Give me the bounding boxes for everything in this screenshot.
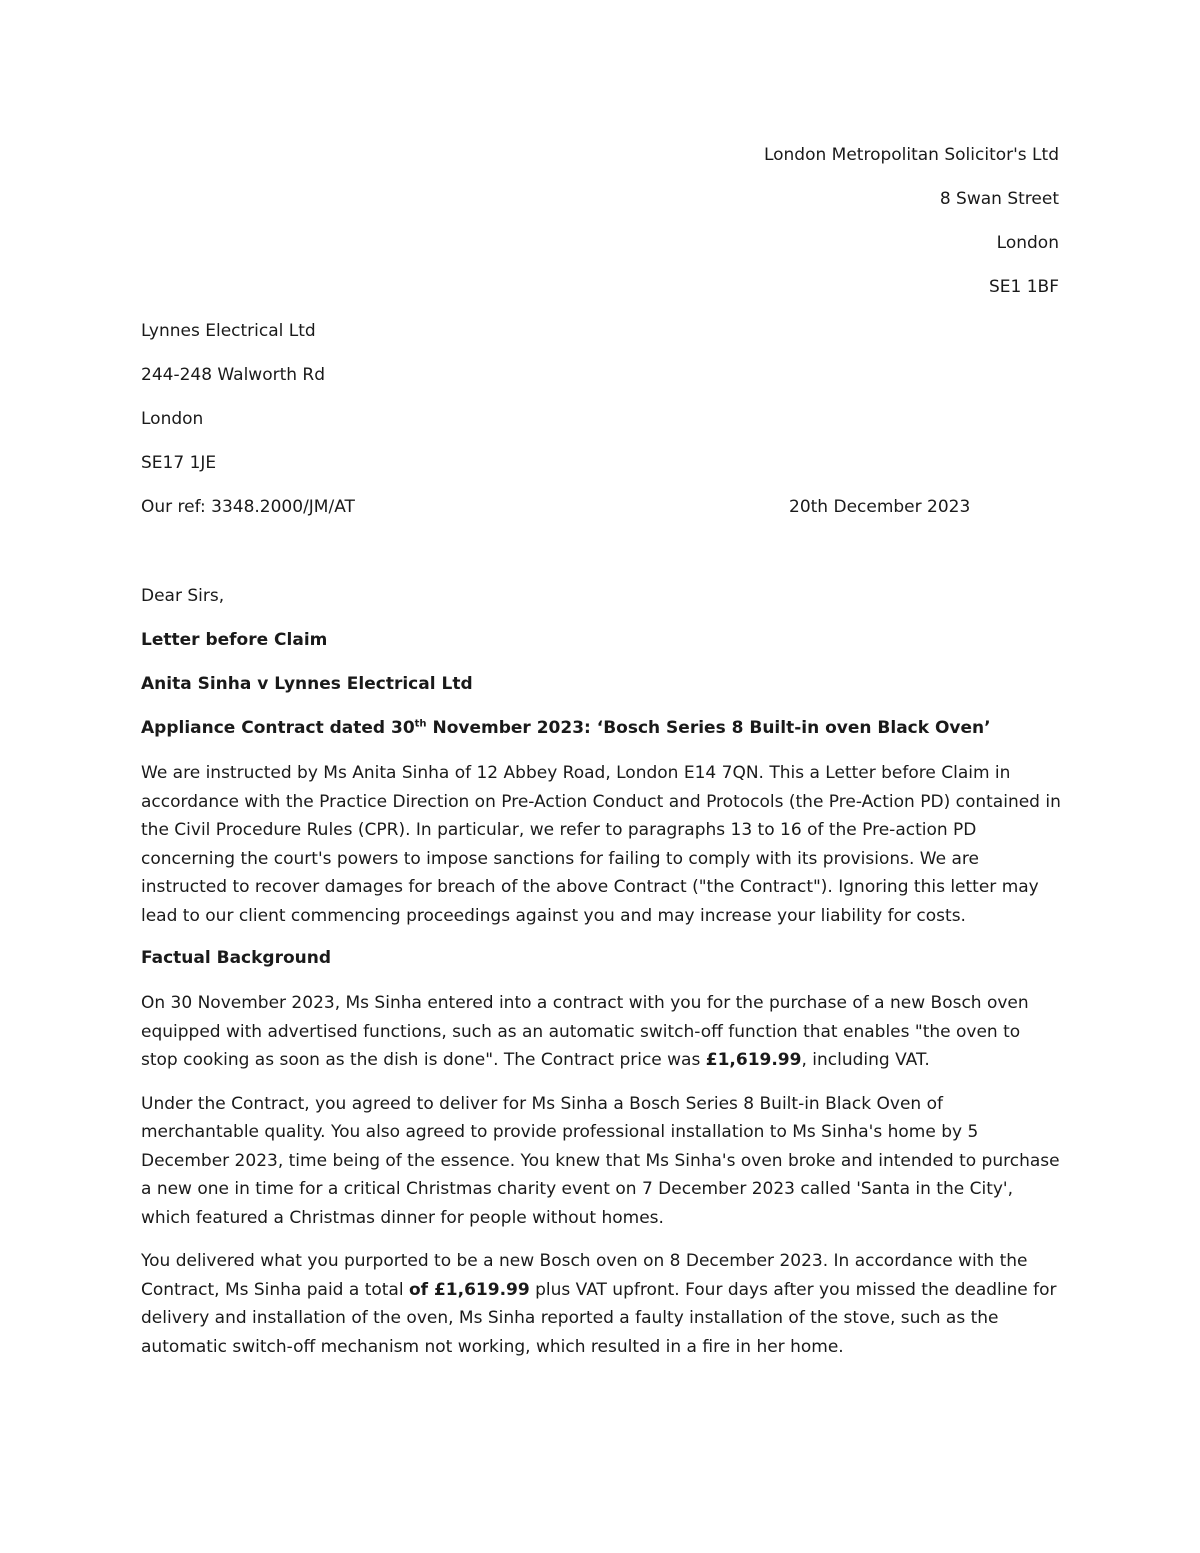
our-reference: Our ref: 3348.2000/JM/AT [141,497,355,517]
sender-street: 8 Swan Street [939,189,1059,209]
subject-suffix: November 2023: ‘Bosch Series 8 Built-in oven Black Oven’ [426,718,991,738]
recipient-postcode: SE17 1JE [141,453,217,473]
letter-type-heading: Letter before Claim [141,630,328,650]
sender-postcode: SE1 1BF [988,277,1059,297]
sender-city: London [996,233,1059,253]
factual-paragraph-2: Under the Contract, you agreed to deliver for Ms Sinha a Bosch Series 8 Built-in Black Oven of merchantable quality. You also agreed to provide professional installation to Ms Sinha's home by 5 December 2023, time being of the essence. You knew that Ms Sinha's oven broke and intended to purchase a new one in time for a critical Christmas charity event on 7 December 2023 called 'Santa in the City', which featured a Christmas dinner for people without homes. [141,1093,1060,1228]
recipient-address [141,318,325,494]
factual-paragraph-1-end: , including VAT. [801,1050,930,1070]
subject-prefix: Appliance Contract dated 30 [141,718,415,738]
factual-background-heading: Factual Background [141,948,332,968]
subject-heading [141,715,1061,741]
letter-date: 20th December 2023 [789,497,971,517]
recipient-name: Lynnes Electrical Ltd [141,321,316,341]
letter-body [141,583,1061,1376]
reference-line [141,494,981,520]
sender-name: London Metropolitan Solicitor's Ltd [763,145,1059,165]
factual-paragraph-1-text: On 30 November 2023, Ms Sinha entered into a contract with you for the purchase of a new Bosch oven equipped with advertised functions, such as an automatic switch-off function that enables "the oven to stop cooking as soon as the dish is done". The Contract price was [141,993,1029,1070]
recipient-street: 244-248 Walworth Rd [141,365,326,385]
salutation: Dear Sirs, [141,586,225,606]
factual-paragraph-3-text: You delivered what you purported to be a new Bosch oven on 8 December 2023. In accordance with the Contract, Ms Sinha paid a total [141,1251,1028,1300]
subject-superscript: th [414,718,427,730]
intro-paragraph: We are instructed by Ms Anita Sinha of 12 Abbey Road, London E14 7QN. This a Letter before Claim in accordance with the Practice Direction on Pre-Action Conduct and Protocols (the Pre-Action PD) contained in the Civil Procedure Rules (CPR). In particular, we refer to paragraphs 13 to 16 of the Pre-action PD concerning the court's powers to impose sanctions for failing to comply with its provisions. We are instructed to recover damages for breach of the above Contract ("the Contract"). Ignoring this letter may lead to our client commencing proceedings against you and may increase your liability for costs. [141,763,1061,926]
case-heading: Anita Sinha v Lynnes Electrical Ltd [141,674,473,694]
contract-price: £1,619.99 [705,1050,802,1070]
recipient-city: London [141,409,204,429]
sender-address [764,142,1059,318]
factual-paragraph-3-end: plus VAT upfront. Four days after you missed the deadline for delivery and installation of the oven, Ms Sinha reported a faulty installation of the stove, such as the automatic switch-off mechanism not working, which resulted in a fire in her home. [141,1279,1057,1357]
factual-paragraph-1 [141,989,1061,1075]
factual-paragraph-3 [141,1247,1061,1361]
amount-paid: of £1,619.99 [408,1279,530,1300]
